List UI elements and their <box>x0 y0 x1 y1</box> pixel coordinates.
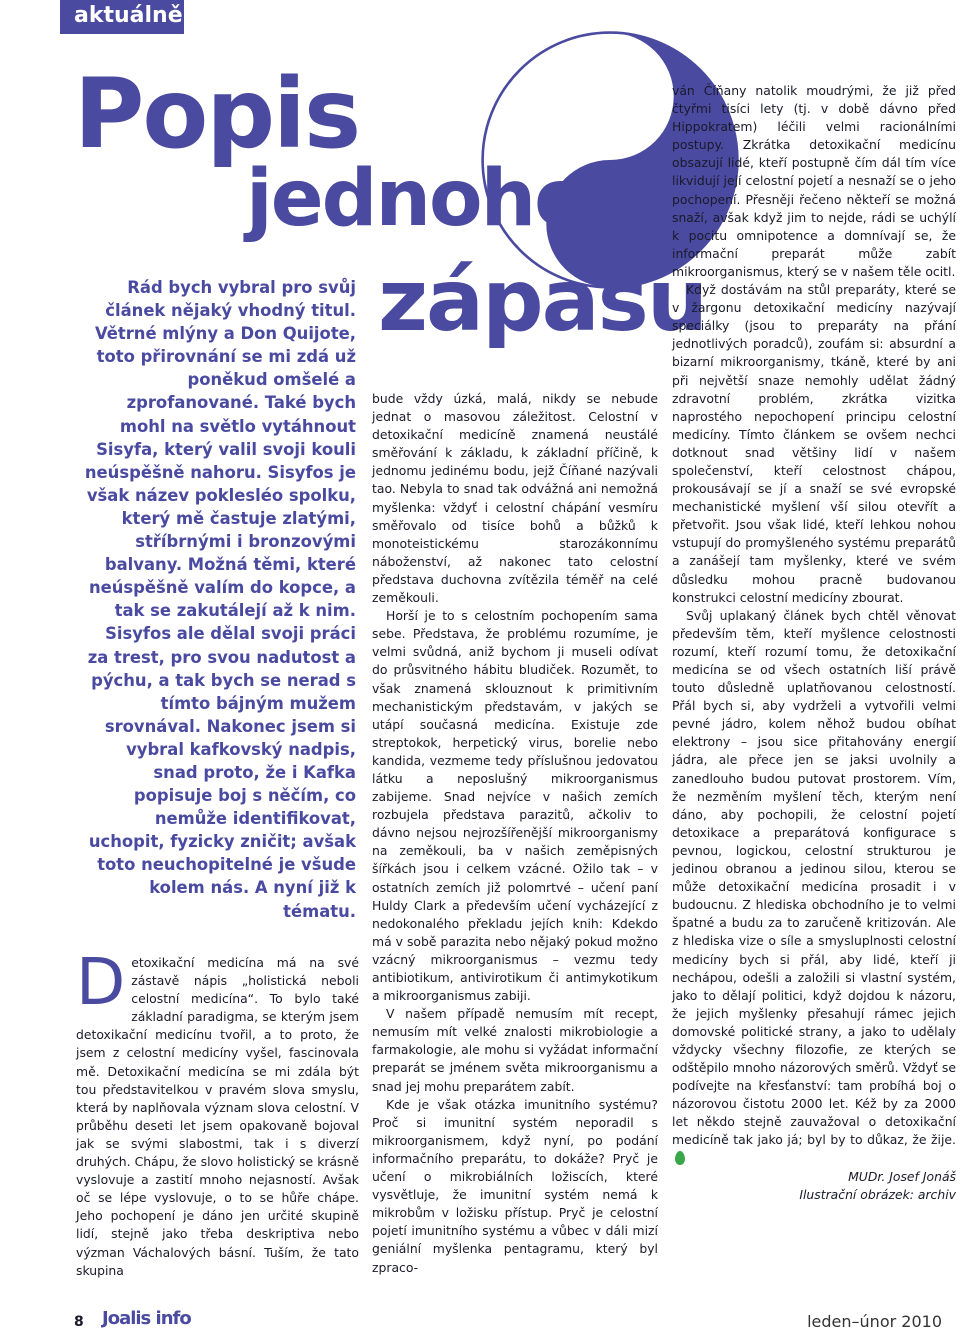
paragraph <box>672 607 956 1168</box>
section-tag: aktuálně <box>60 0 184 34</box>
paragraph: Kde je však otázka imunitního systému? Proč si imunitní systém neporadil s mikroorganismem, když nyní, po podání informačního preparátu, to dokáže? Pryč je učení o mikrobiálních ložiscích, které vysvětluje, že imunitní systém nemá k mikrobům v ložisku přístup. Pryč je celostní pojetí imunitního systému a vůbec v dáli mizí geniální myšlenka pentagramu, který byl zpraco- <box>372 1096 658 1275</box>
title-word-2: jednoho <box>246 154 586 244</box>
paragraph: Horší je to s celostním pochopením sama sebe. Představa, že problému rozumíme, je velmi svůdná, aniž bychom ji museli odívat do průsvitného hábitu bludiček. Rozumět, to však znamená sklouznout k primitivním mechanistickým představám, v jakých se utápí současná medicína. Existuje zde streptokok, herpetický virus, borelie nebo kandida, vezmeme tedy příslušnou jedovatou látku a neposlušný mikroorganismus zabijeme. Snad nejvíce v našich zemích rozbujela představa parazitů, ačkoliv to dávno nejsou nejrozšířenější mikroorganismy na zeměkouli, ba v našich zeměpisných šířkách jsou i celkem vzácné. Ožilo tak – v ostatních zemích již polomrtvé – učení paní Huldy Clark a především učení vycházející z nedokonalého překladu jejích knih: Kdekdo má v sobě parazita nebo nějaký pokud možno vzácný mikroorganismus – vezmu tedy antibiotikum, antivirotikum či antimykotikum a mikroorganismus zabiji. <box>372 608 658 1004</box>
green-drop-icon <box>675 1151 685 1165</box>
drop-cap: D <box>76 946 126 1020</box>
article-column-2 <box>372 390 658 1277</box>
publication-logo <box>102 1308 191 1329</box>
publication-logo-part-1: Joalis <box>102 1308 151 1329</box>
page-number: 8 <box>74 1314 84 1330</box>
paragraph: ván Číňany natolik moudrými, že již před čtyřmi tisíci lety (tj. v době dávno před Hippokratem) léčili velmi racionálními postupy. Zkrátka detoxikační medicínu obsazují lidé, kteří postupně čím dál tím více likvidují její celostní pojetí a nesnaží se o jeho pochopení. Přesněji řečeno někteří se možná snaží, avšak když jim to nejde, rádi se uchýlí k pocitu omnipotence a domnívají se, že informační preparát může zabít mikroorganismus, který se v našem těle ocitl. <box>672 83 956 279</box>
paragraph: V našem případě nemusím mít recept, nemusím mít velké znalosti mikrobiologie a farmakologie, ale mohu si vyžádat informační preparát se jménem světa mikroorganismu a snad jej mohu preparátem zabít. <box>372 1006 658 1094</box>
paragraph <box>76 946 359 1280</box>
paragraph: Když dostávám na stůl preparáty, které se v žargonu detoxikační medicíny nazývají speciálky (jsou to preparáty na přání jednotlivých poradců), zoufám si: absurdní a bizarní mikroorganismy, tkáně, které by ani při největší snaze nemohly udělat žádný zdravotní problém, zkrátka vizitka naprostého nepochopení principu celostní medicíny. Tímto článkem se ovšem nechci dotknout snad většiny lidí v našem společenství, kteří celostnost chápou, prokousávají se jí a snaží se své evropské mechanistické myšlení vší silou otevřít a přetvořit. Jsou však lidé, kteří lehkou nohou vstupují do promyšleného systému preparátů a zanášejí tam myšlenky, které ve svém důsledku mohou pracně budovanou konstrukci celostní medicíny zbourat. <box>672 282 956 605</box>
lead-paragraph: Rád bych vybral pro svůj článek nějaký vhodný titul. Větrné mlýny a Don Quijote, toto přirovnání se mi zdá už poněkud omšelé a zprofanované. Také bych mohl na světlo vytáhnout Sisyfa, který valil svoji kouli neúspěšně nahoru. Sisyfos je však název poklesléo spolku, který mě častuje zlatými, stříbrnými i bronzovými balvany. Možná těmi, které neúspěšně valím do kopce, a tak se zakutálejí až k nim. Sisyfos ale dělal svoji práci za trest, pro svou nadutost a pýchu, a tak bych se nerad s tímto bájným mužem srovnával. Nakonec jsem si vybral kafkovský nadpis, snad proto, že i Kafka popisuje boj s něčím, co nemůže identifikovat, uchopit, fyzicky zničit; avšak toto neuchopitelné je všude kolem nás. A nyní již k tématu. <box>84 278 356 921</box>
author-signature: MUDr. Josef Jonáš <box>848 1168 956 1184</box>
title-word-3: zápasu <box>378 251 707 351</box>
paragraph: bude vždy úzká, malá, nikdy se nebude jednat o masovou záležitost. Celostní v detoxikační medicíně znamená neustálé směřování k základu, k základní příčině, k jednomu jedinému bodu, jejž Číňané nazývali tao. Nebyla to snad tak odvážná ani nemožná myšlenka: vždyť i celostní chápání vesmíru směřovalo od tisíce bohů a bůžků k monoteistickému starozákonnímu náboženství, až nakonec tato celostní představa duchovna zvítězila téměř na celé zeměkouli. <box>372 391 658 606</box>
publication-logo-part-2: info <box>155 1308 191 1329</box>
paragraph-text: Svůj uplakaný článek bych chtěl věnovat především těm, kteří myšlence celostnosti rozumí, kteří rozumí tomu, že detoxikační medicína se od všech ostatních liší právě touto důsledně uplatňovanou celostností. Přál bych si, aby vydrželi a vytvořili velmi pevné jádro, kolem něhož budou obíhat elektrony – jsou sice přitahovány energií jádra, ale přece jen se jaksi uvolnily a zanedlouho budou putovat prostorem. Vím, že nezměním myšlení těch, kterým není dáno, aby pochopili, že celostní pojetí detoxikace a preparátová konfigurace s pevnou, logickou, celostní strukturou je jedinou obranou a jedinou silou, kterou se může detoxikační medicína prosadit i v budoucnu. Z hlediska obchodního je to velmi špatné a budu za to zaručeně kritizován. Ale z hlediska vize o síle a smysluplnosti celostní medicíny bych si přál, aby lidé, kteří ji nechápou, odešli a založili si vlastní systém, jako to dělají politici, když dojdou k názoru, že jejich myšlenky přesahují rámec jejich domovské politické strany, a jako to udělaly vždycky všechny filozofie, ze kterých se odštěpilo mnoho názorových směrů. Vždyť se podívejte na křesťanství: tam probíhá boj o názorovou čistotu 2000 let. Kéž by za 2000 let někdo stejně zauvažoval o detoxikační medicíně tak jako já; byl by to důkaz, že žije. <box>672 607 956 1148</box>
paragraph-text: etoxikační medicína má na své zástavě nápis „holistická neboli celostní medicína“. To bylo také základní paradigma, se kterým jsem detoxikační medicínu tvořil, a to proto, že jsem z celostní medicíny vyšel, fascinovala mě. Detoxikační medicína se mi zdála být tou představitelkou v pravém slova smyslu, která by naplňovala význam slova celostní. V průběhu deseti let jsem opakovaně bojoval jak se svými slabostmi, tak i s diverzí druhých. Chápu, že slovo holistický se krásně vyslovuje a zastití mnoho nejasností. Avšak oč se lépe vyslovuje, o to se hůře chápe. Jeho pochopení je dáno jen určité skupině lidí, stejně jako třeba deskriptiva nebo výzman Váchalových básní. Tuším, že tato skupina <box>76 955 359 1278</box>
issue-date: leden–únor 2010 <box>807 1312 942 1331</box>
article-column-3 <box>672 82 956 1204</box>
illustration-credit: Ilustrační obrázek: archiv <box>799 1186 956 1202</box>
title-word-1: Popis <box>74 58 360 170</box>
article-column-1 <box>76 946 359 1280</box>
